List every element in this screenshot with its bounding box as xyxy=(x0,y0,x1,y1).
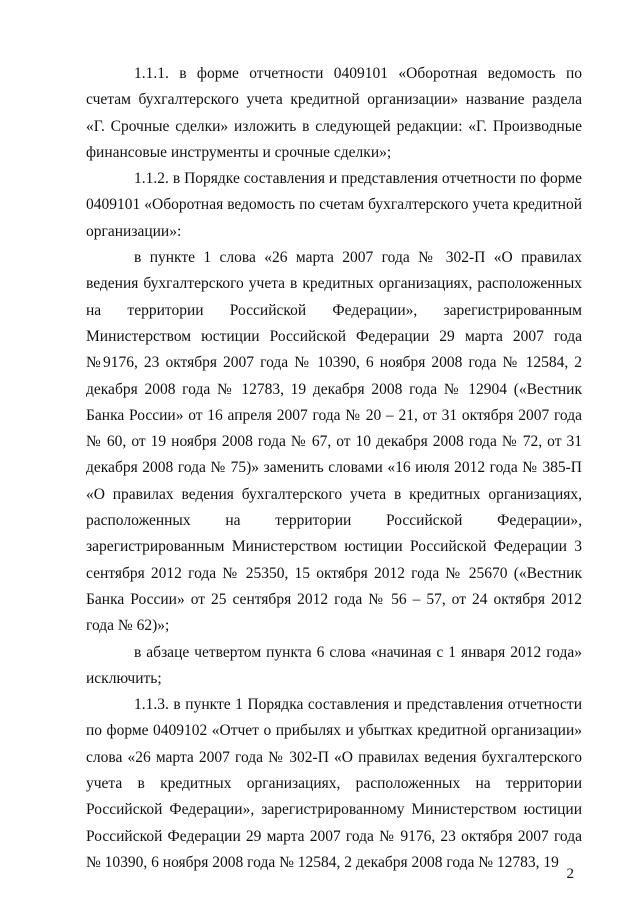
paragraph-1-1-2: 1.1.2. в Порядке составления и представления отчетности по форме 0409101 «Оборотная ведомость по счетам бухгалтерского учета кредитной организации»: xyxy=(86,170,582,240)
paragraph-1-1-1: 1.1.1. в форме отчетности 0409101 «Оборотная ведомость по счетам бухгалтерского учета кредитной организации» название раздела «Г. Срочные сделки» изложить в следующей редакции: «Г. Производные финансовые инструменты и срочные сделки»; xyxy=(86,65,582,161)
paragraph-point-6-amendment: в абзаце четвертом пункта 6 слова «начиная с 1 января 2012 года» исключить; xyxy=(86,643,582,687)
document-body xyxy=(86,61,582,876)
page-number: 2 xyxy=(566,866,574,882)
paragraph-1-1-3: 1.1.3. в пункте 1 Порядка составления и представления отчетности по форме 0409102 «Отчет о прибылях и убытках кредитной организации» слова «26 марта 2007 года № 302-П «О правилах ведения бухгалтерского учета в кредитных организациях, расположенных на территории Российской Федерации», зарегистрированному Министерством юстиции Российской Федерации 29 марта 2007 года № 9176, 23 октября 2007 года № 10390, 6 ноября 2008 года № 12584, 2 декабря 2008 года № 12783, 19 xyxy=(86,696,582,871)
paragraph-point-1-amendment: в пункте 1 слова «26 марта 2007 года № 302-П «О правилах ведения бухгалтерского учета в кредитных организациях, расположенных на территории Российской Федерации», зарегистрированным Министерством юстиции Российской Федерации 29 марта 2007 года №9176, 23 октября 2007 года № 10390, 6 ноября 2008 года № 12584, 2 декабря 2008 года № 12783, 19 декабря 2008 года № 12904 («Вестник Банка России» от 16 апреля 2007 года № 20 – 21, от 31 октября 2007 года № 60, от 19 ноября 2008 года № 67, от 10 декабря 2008 года № 72, от 31 декабря 2008 года № 75)» заменить словами «16 июля 2012 года № 385-П «О правилах ведения бухгалтерского учета в кредитных организациях, расположенных на территории Российской Федерации», зарегистрированным Министерством юстиции Российской Федерации 3 сентября 2012 года № 25350, 15 октября 2012 года № 25670 («Вестник Банка России» от 25 сентября 2012 года № 56 – 57, от 24 октября 2012 года № 62)»; xyxy=(86,249,582,635)
